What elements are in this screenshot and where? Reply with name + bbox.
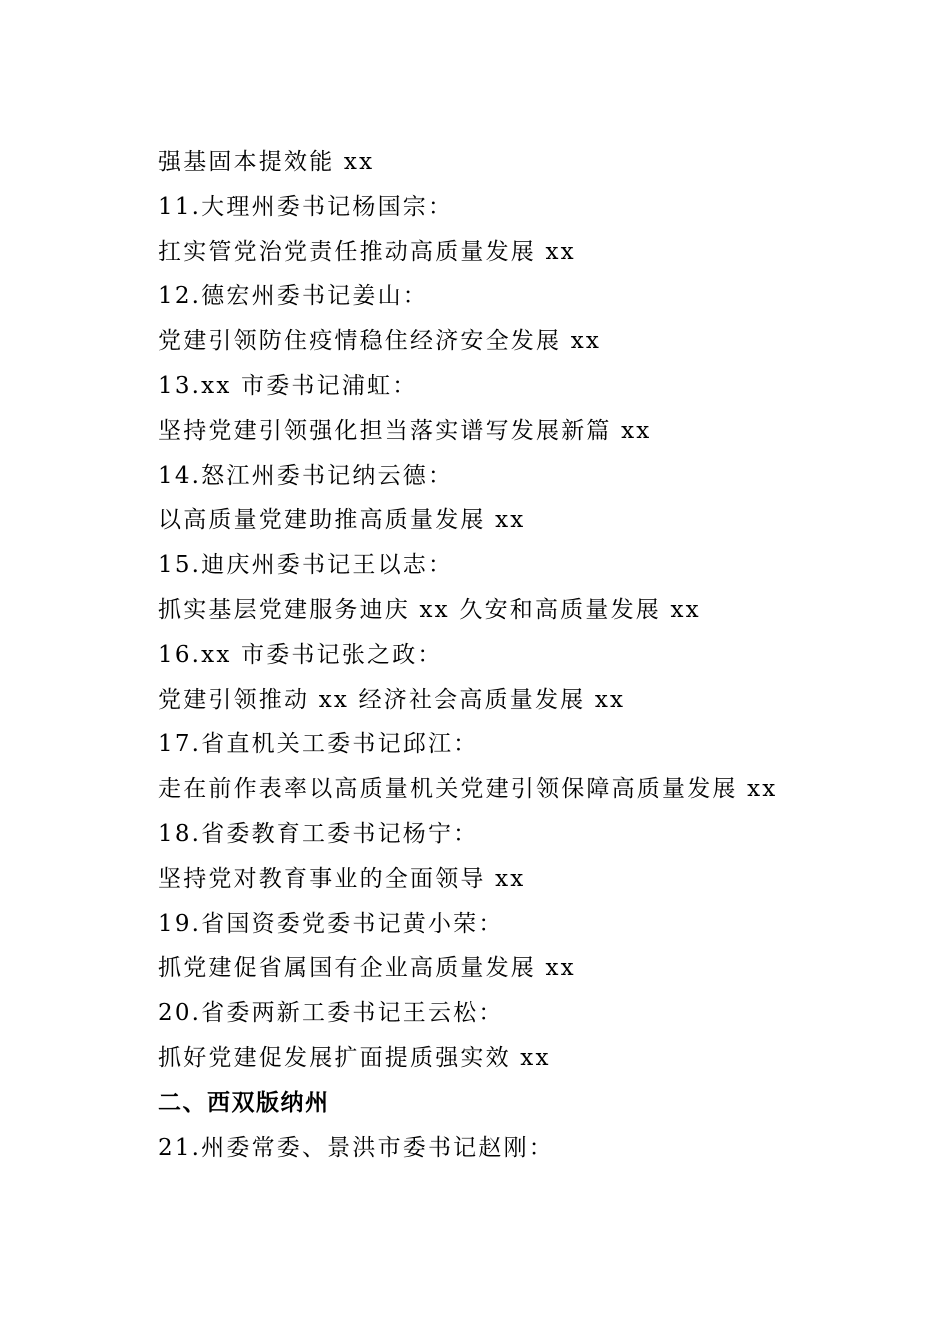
article-title: 强基固本提效能 xx [158,149,375,175]
speaker-item: 16.xx 市委书记张之政： [158,641,443,668]
article-title: 党建引领防住疫情稳住经济安全发展 xx [158,328,602,355]
section-heading: 二、西双版纳州 [158,1089,330,1116]
document-body [158,140,878,1170]
article-title: 抓党建促省属国有企业高质量发展 xx [158,955,576,982]
speaker-item: 19.省国资委党委书记黄小荣： [158,910,504,937]
article-title: 坚持党建引领强化担当落实谱写发展新篇 xx [158,417,652,444]
article-title: 坚持党对教育事业的全面领导 xx [158,865,526,892]
speaker-item: 12.德宏州委书记姜山： [158,283,428,310]
speaker-item: 14.怒江州委书记纳云德： [158,462,454,489]
article-title: 走在前作表率以高质量机关党建引领保障高质量发展 xx [158,776,778,803]
speaker-item: 15.迪庆州委书记王以志： [158,552,454,579]
article-title: 扛实管党治党责任推动高质量发展 xx [158,238,576,265]
speaker-item: 21.州委常委、景洪市委书记赵刚： [158,1134,554,1161]
article-title: 党建引领推动 xx 经济社会高质量发展 xx [158,686,626,713]
speaker-item: 20.省委两新工委书记王云松： [158,1000,504,1027]
speaker-item: 11.大理州委书记杨国宗： [158,193,454,220]
speaker-item: 17.省直机关工委书记邱江： [158,731,479,758]
speaker-item: 13.xx 市委书记浦虹： [158,372,418,399]
article-title: 抓实基层党建服务迪庆 xx 久安和高质量发展 xx [158,596,701,623]
article-title: 以高质量党建助推高质量发展 xx [158,507,526,534]
article-title: 抓好党建促发展扩面提质强实效 xx [158,1044,551,1071]
speaker-item: 18.省委教育工委书记杨宁： [158,820,479,847]
